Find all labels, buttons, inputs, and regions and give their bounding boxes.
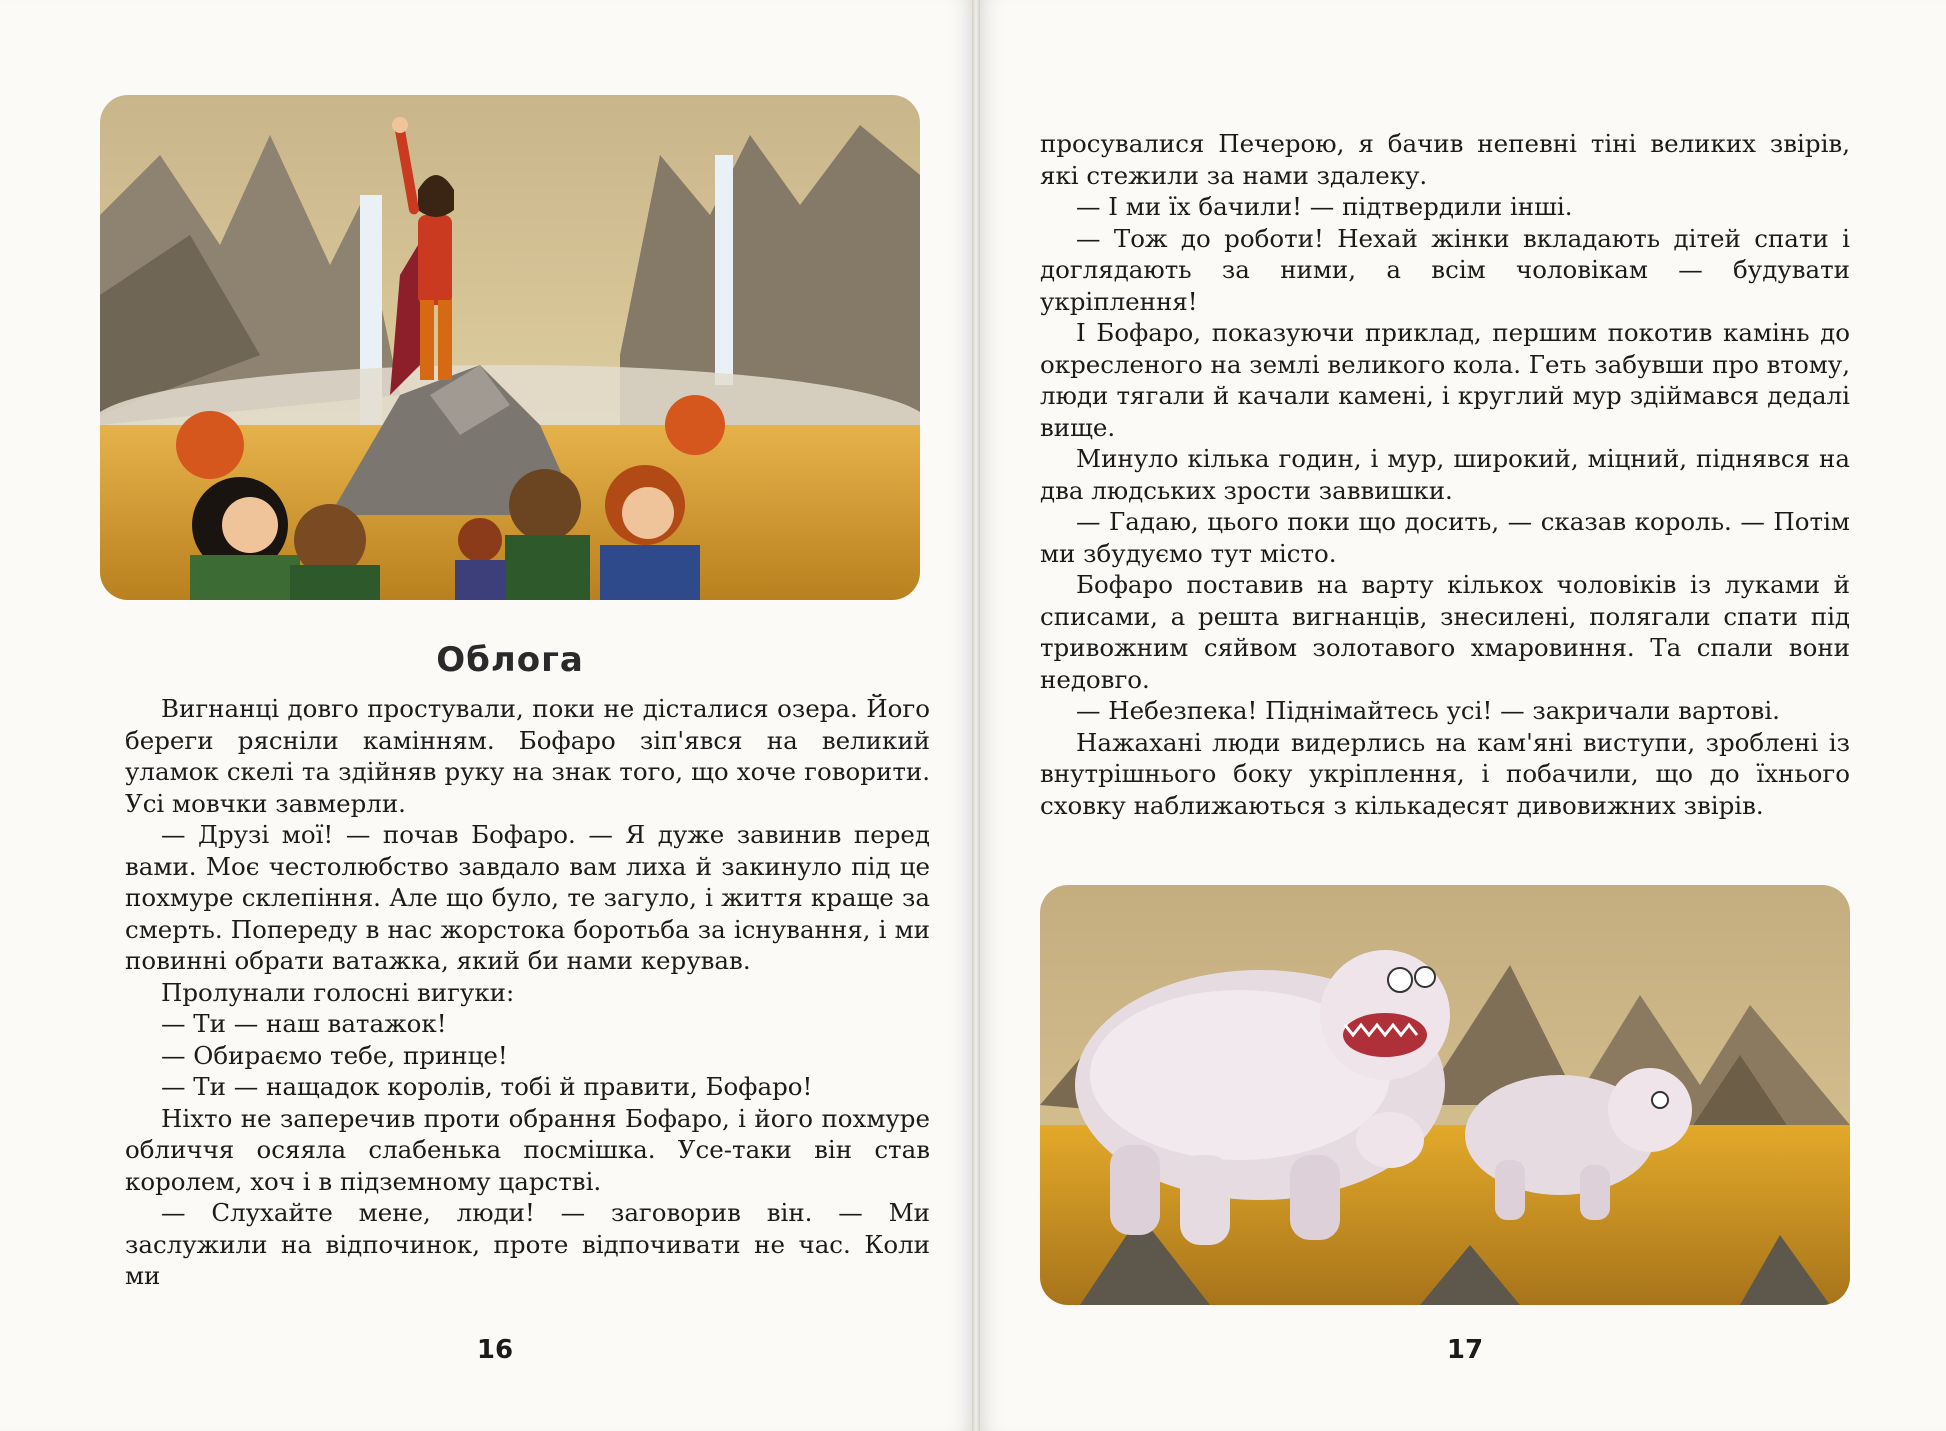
paragraph: просувалися Печерою, я бачив непевні тіні великих звірів, які стежили за нами здалеку. <box>1040 129 1850 190</box>
paragraph: Вигнанці довго простували, поки не дісталися озера. Його береги рясніли камінням. Бофаро зіп'явся на великий уламок скелі та здійняв руку на знак того, що хоче говорити. Усі мовчки завмерли. <box>125 694 930 818</box>
right-page <box>980 0 1946 1431</box>
paragraph: — Ти — наш ватажок! <box>161 1009 447 1038</box>
paragraph: — Гадаю, цього поки що досить, — сказав король. — Потім ми збудуємо тут місто. <box>1040 507 1850 568</box>
paragraph: — І ми їх бачили! — підтвердили інші. <box>1076 192 1573 221</box>
paragraph: Ніхто не заперечив проти обрання Бофаро, і його похмуре обличчя осяяла слабенька посмішка. Усе-таки він став королем, хоч і в підземному царстві. <box>125 1103 930 1196</box>
paragraph: — Небезпека! Піднімайтесь усі! — закричали вартові. <box>1076 696 1780 725</box>
illustration-king-on-rock <box>100 95 920 600</box>
paragraph: Минуло кілька годин, і мур, широкий, міцний, піднявся на два людських зрости заввишки. <box>1040 444 1850 505</box>
paragraph: Нажахані люди видерлись на кам'яні виступи, зроблені із внутрішнього боку укріплення, і побачили, що до їхнього сховку наближаються з кількадесят дивовижних звірів. <box>1040 727 1850 820</box>
illustration-white-beasts <box>1040 885 1850 1305</box>
paragraph: — Друзі мої! — почав Бофаро. — Я дуже завинив перед вами. Моє честолюбство завдало вам лиха й закинуло під це похмуре склепіння. Але що було, те загуло, і життя краще за смерть. Попереду в нас жорстока боротьба за існування, і ми повинні обрати ватажка, який би нами керував. <box>125 820 930 975</box>
right-page-text <box>1040 128 1850 821</box>
left-page <box>0 0 972 1431</box>
paragraph: І Бофаро, показуючи приклад, першим покотив камінь до окресленого на землі великого кола. Геть забувши про втому, люди тягали й качали камені, і круглий мур здіймався дедалі вище. <box>1040 318 1850 442</box>
book-gutter <box>972 0 980 1431</box>
paragraph: — Обираємо тебе, принце! <box>161 1040 508 1070</box>
page-number: 16 <box>476 1335 514 1365</box>
paragraph: Пролунали голосні вигуки: <box>161 977 515 1007</box>
left-page-text <box>125 693 930 1292</box>
paragraph: Бофаро поставив на варту кількох чоловіків із луками й списами, а решта вигнанців, знесилені, полягали спати під тривожним сяйвом золотавого хмаровиння. Та спали вони недовго. <box>1040 570 1850 694</box>
paragraph: — Слухайте мене, люди! — заговорив він. — Ми заслужили на відпочинок, проте відпочивати не час. Коли ми <box>125 1198 930 1290</box>
page-number: 17 <box>1446 1335 1484 1365</box>
paragraph: — Ти — нащадок королів, тобі й правити, Бофаро! <box>161 1072 813 1101</box>
chapter-title: Облога <box>436 640 584 680</box>
paragraph: — Тож до роботи! Нехай жінки вкладають дітей спати і доглядають за ними, а всім чоловікам — будувати укріплення! <box>1040 223 1850 316</box>
